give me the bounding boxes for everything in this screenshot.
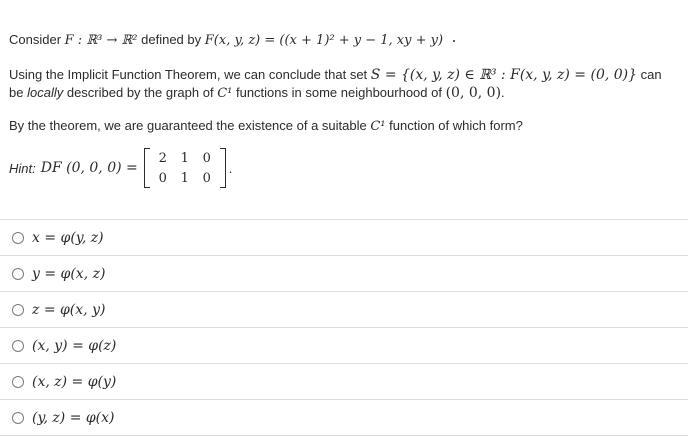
function-mapping: F : ℝ³ → ℝ² bbox=[64, 33, 138, 48]
matrix-right-bracket bbox=[220, 148, 226, 188]
answer-options bbox=[0, 219, 688, 436]
jacobian-expression: DF (0, 0, 0) = bbox=[40, 160, 138, 176]
functions-label: functions in some neighbourhood of bbox=[235, 85, 442, 100]
origin-point: (0, 0, 0) bbox=[445, 85, 502, 101]
option-y-eq-phi-xz[interactable] bbox=[0, 255, 688, 291]
matrix-cells bbox=[150, 148, 220, 188]
locally-label: locally bbox=[27, 85, 64, 100]
implicit-line-1 bbox=[9, 66, 662, 84]
defined-by-label: defined by bbox=[141, 32, 202, 47]
question-prefix: By the theorem, we are guaranteed the existence of a suitable bbox=[9, 118, 367, 133]
matrix-cell: 0 bbox=[202, 150, 211, 166]
radio-button[interactable] bbox=[12, 232, 24, 244]
option-x-eq-phi-yz[interactable] bbox=[0, 219, 688, 255]
radio-button[interactable] bbox=[12, 268, 24, 280]
option-z-eq-phi-xy[interactable] bbox=[0, 291, 688, 327]
function-definition: F(x, y, z) = ((x + 1)² + y − 1, xy + y) bbox=[204, 33, 444, 48]
can-label: can bbox=[640, 67, 662, 82]
option-xy-eq-phi-z[interactable] bbox=[0, 327, 688, 363]
set-definition: S = {(x, y, z) ∈ ℝ³ : F(x, y, z) = (0, 0)} bbox=[370, 67, 638, 83]
matrix-cell: 1 bbox=[180, 170, 189, 186]
c1-symbol-question: C¹ bbox=[370, 119, 386, 134]
option-xz-eq-phi-y[interactable] bbox=[0, 363, 688, 399]
radio-button[interactable] bbox=[12, 376, 24, 388]
option-label: (x, z) = φ(y) bbox=[32, 373, 117, 390]
option-yz-eq-phi-x[interactable] bbox=[0, 399, 688, 436]
option-label: x = φ(y, z) bbox=[32, 229, 104, 246]
radio-button[interactable] bbox=[12, 304, 24, 316]
option-label: (y, z) = φ(x) bbox=[32, 409, 115, 426]
described-label: described by the graph of bbox=[66, 85, 214, 100]
matrix-cell: 0 bbox=[158, 170, 167, 186]
hint-block: Hint: DF (0, 0, 0) = 2 1 0 0 1 0 . bbox=[9, 146, 232, 190]
hint-label: Hint: bbox=[9, 160, 36, 176]
question-line bbox=[9, 117, 523, 136]
matrix-cell: 2 bbox=[158, 150, 167, 166]
matrix-cell: 1 bbox=[180, 150, 189, 166]
option-label: z = φ(x, y) bbox=[32, 301, 106, 318]
radio-button[interactable] bbox=[12, 412, 24, 424]
radio-button[interactable] bbox=[12, 340, 24, 352]
matrix-cell: 0 bbox=[202, 170, 211, 186]
option-label: (x, y) = φ(z) bbox=[32, 337, 117, 354]
intro-line bbox=[9, 31, 455, 50]
jacobian-matrix bbox=[144, 148, 226, 188]
implicit-line-2: be locally described by the graph of C¹ functions in some neighbourhood of (0, 0, 0). bbox=[9, 85, 505, 101]
question-suffix: function of which form? bbox=[389, 118, 523, 133]
trailing-dot bbox=[453, 40, 455, 42]
be-label: be bbox=[9, 85, 24, 100]
consider-label: Consider bbox=[9, 32, 62, 47]
c1-symbol: C¹ bbox=[217, 86, 233, 101]
option-label: y = φ(x, z) bbox=[32, 265, 106, 282]
implicit-theorem-text: Using the Implicit Function Theorem, we can conclude that set bbox=[9, 67, 368, 82]
